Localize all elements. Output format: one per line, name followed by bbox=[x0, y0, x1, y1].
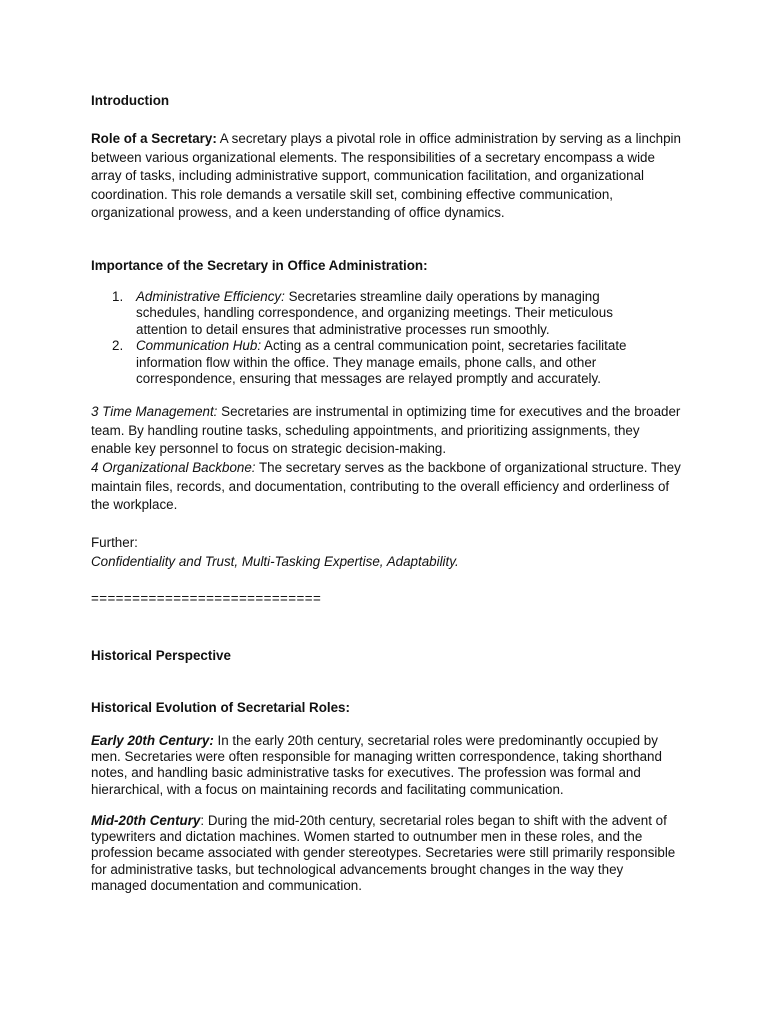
list-item bbox=[91, 289, 651, 338]
further-text: Confidentiality and Trust, Multi-Tasking Expertise, Adaptability. bbox=[91, 554, 459, 569]
time-management-text: Secretaries are instrumental in optimizing time for executives and the broader team. By handling routine tasks, scheduling appointments, and prioritizing assignments, they enable key personnel to focus on strategic decision-making. bbox=[91, 404, 681, 457]
mid-20th-century-text: : During the mid-20th century, secretarial roles began to shift with the advent of typewriters and dictation machines. Women started to outnumber men in these roles, and the profession became associated with gender stereotypes. Secretaries were still primarily responsible for administrative tasks, but technological advancements brought changes in the way they managed documentation and communication. bbox=[91, 813, 676, 893]
list-item-label: Communication Hub: bbox=[136, 338, 262, 354]
early-20th-century-paragraph bbox=[91, 733, 681, 798]
role-text: A secretary plays a pivotal role in office administration by serving as a linchpin between various organizational elements. The responsibilities of a secretary encompass a wide array of tasks, including administrative support, communication facilitation, and organizational coordination. This role demands a versatile skill set, combining effective communication, organizational prowess, and a keen understanding of office dynamics. bbox=[91, 131, 681, 221]
organizational-backbone-paragraph bbox=[91, 459, 681, 515]
further-label: Further: bbox=[91, 535, 138, 550]
list-item-text: Acting as a central communication point, secretaries facilitate information flow within the office. They manage emails, phone calls, and other correspondence, ensuring that messages are relayed promptly and accurately. bbox=[136, 338, 627, 387]
mid-20th-century-paragraph bbox=[91, 813, 681, 894]
introduction-heading: Introduction bbox=[91, 93, 170, 108]
time-management-label: 3 Time Management: bbox=[91, 404, 218, 419]
historical-perspective-heading: Historical Perspective bbox=[91, 648, 231, 663]
importance-heading: Importance of the Secretary in Office Administration: bbox=[91, 258, 428, 273]
list-item bbox=[91, 338, 651, 387]
early-20th-century-label: Early 20th Century: bbox=[91, 733, 214, 748]
early-20th-century-text: In the early 20th century, secretarial roles were predominantly occupied by men. Secretaries were often responsible for managing written correspondence, taking shorthand notes, and handling basic administrative tasks for executives. The profession was formal and hierarchical, with a focus on maintaining records and facilitating communication. bbox=[91, 733, 662, 797]
list-item-number: 1. bbox=[112, 289, 124, 304]
mid-20th-century-label: Mid-20th Century bbox=[91, 813, 201, 828]
role-paragraph bbox=[91, 130, 681, 223]
importance-list bbox=[91, 289, 651, 387]
organizational-backbone-text: The secretary serves as the backbone of organizational structure. They maintain files, records, and documentation, contributing to the overall efficiency and orderliness of the workplace. bbox=[91, 460, 681, 513]
role-label: Role of a Secretary: bbox=[91, 131, 217, 146]
list-item-label: Administrative Efficiency: bbox=[136, 289, 285, 304]
section-divider: ============================ bbox=[91, 591, 322, 606]
list-item-text: Secretaries streamline daily operations by managing schedules, handling correspondence, and organizing meetings. Their meticulous attention to detail ensures that administrative processes run smoothly. bbox=[136, 289, 613, 337]
list-item-number: 2. bbox=[112, 338, 124, 354]
organizational-backbone-label: 4 Organizational Backbone: bbox=[91, 460, 256, 475]
historical-evolution-heading: Historical Evolution of Secretarial Roles: bbox=[91, 700, 350, 715]
time-management-paragraph bbox=[91, 403, 681, 459]
